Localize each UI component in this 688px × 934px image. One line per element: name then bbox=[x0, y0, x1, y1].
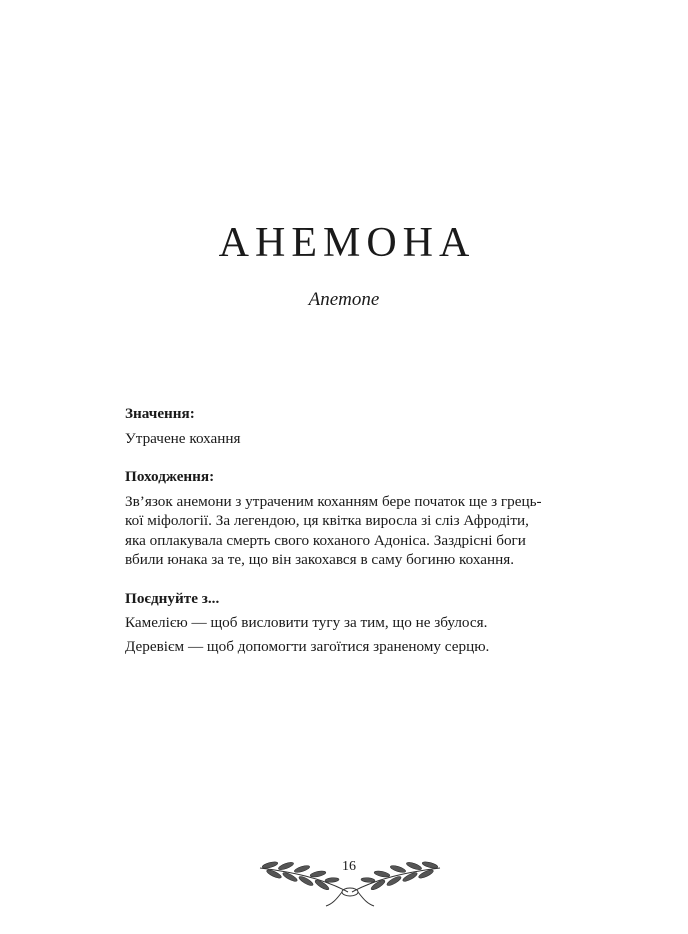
origin-line: вбили юнака за те, що він закохався в саму богиню кохання. bbox=[125, 551, 515, 568]
origin-section bbox=[125, 467, 575, 570]
combine-item: Камелією — щоб висловити тугу за тим, що не збулося. bbox=[125, 614, 488, 631]
combine-item: Деревієм — щоб допомогти загоїтися зраненому серцю. bbox=[125, 637, 490, 655]
meaning-text: Утрачене кохання bbox=[125, 429, 241, 447]
latin-name: Anemone bbox=[308, 289, 380, 310]
origin-line: яка оплакувала смерть свого коханого Адоніса. Заздрісні боги bbox=[125, 531, 526, 549]
combine-section bbox=[125, 589, 575, 657]
meaning-heading: Значення: bbox=[125, 405, 195, 422]
meaning-section bbox=[125, 404, 575, 448]
origin-heading: Походження: bbox=[125, 468, 215, 485]
page-content bbox=[125, 404, 575, 675]
origin-line: Зв’язок анемони з утраченим коханням бере початок ще з грець- bbox=[125, 492, 542, 510]
origin-line: кої міфології. За легендою, ця квітка виросла зі сліз Афродіти, bbox=[125, 512, 529, 529]
page-title: АНЕМОНА bbox=[218, 220, 476, 266]
combine-heading: Поєднуйте з... bbox=[125, 589, 220, 607]
page-number: 16 bbox=[342, 859, 356, 874]
